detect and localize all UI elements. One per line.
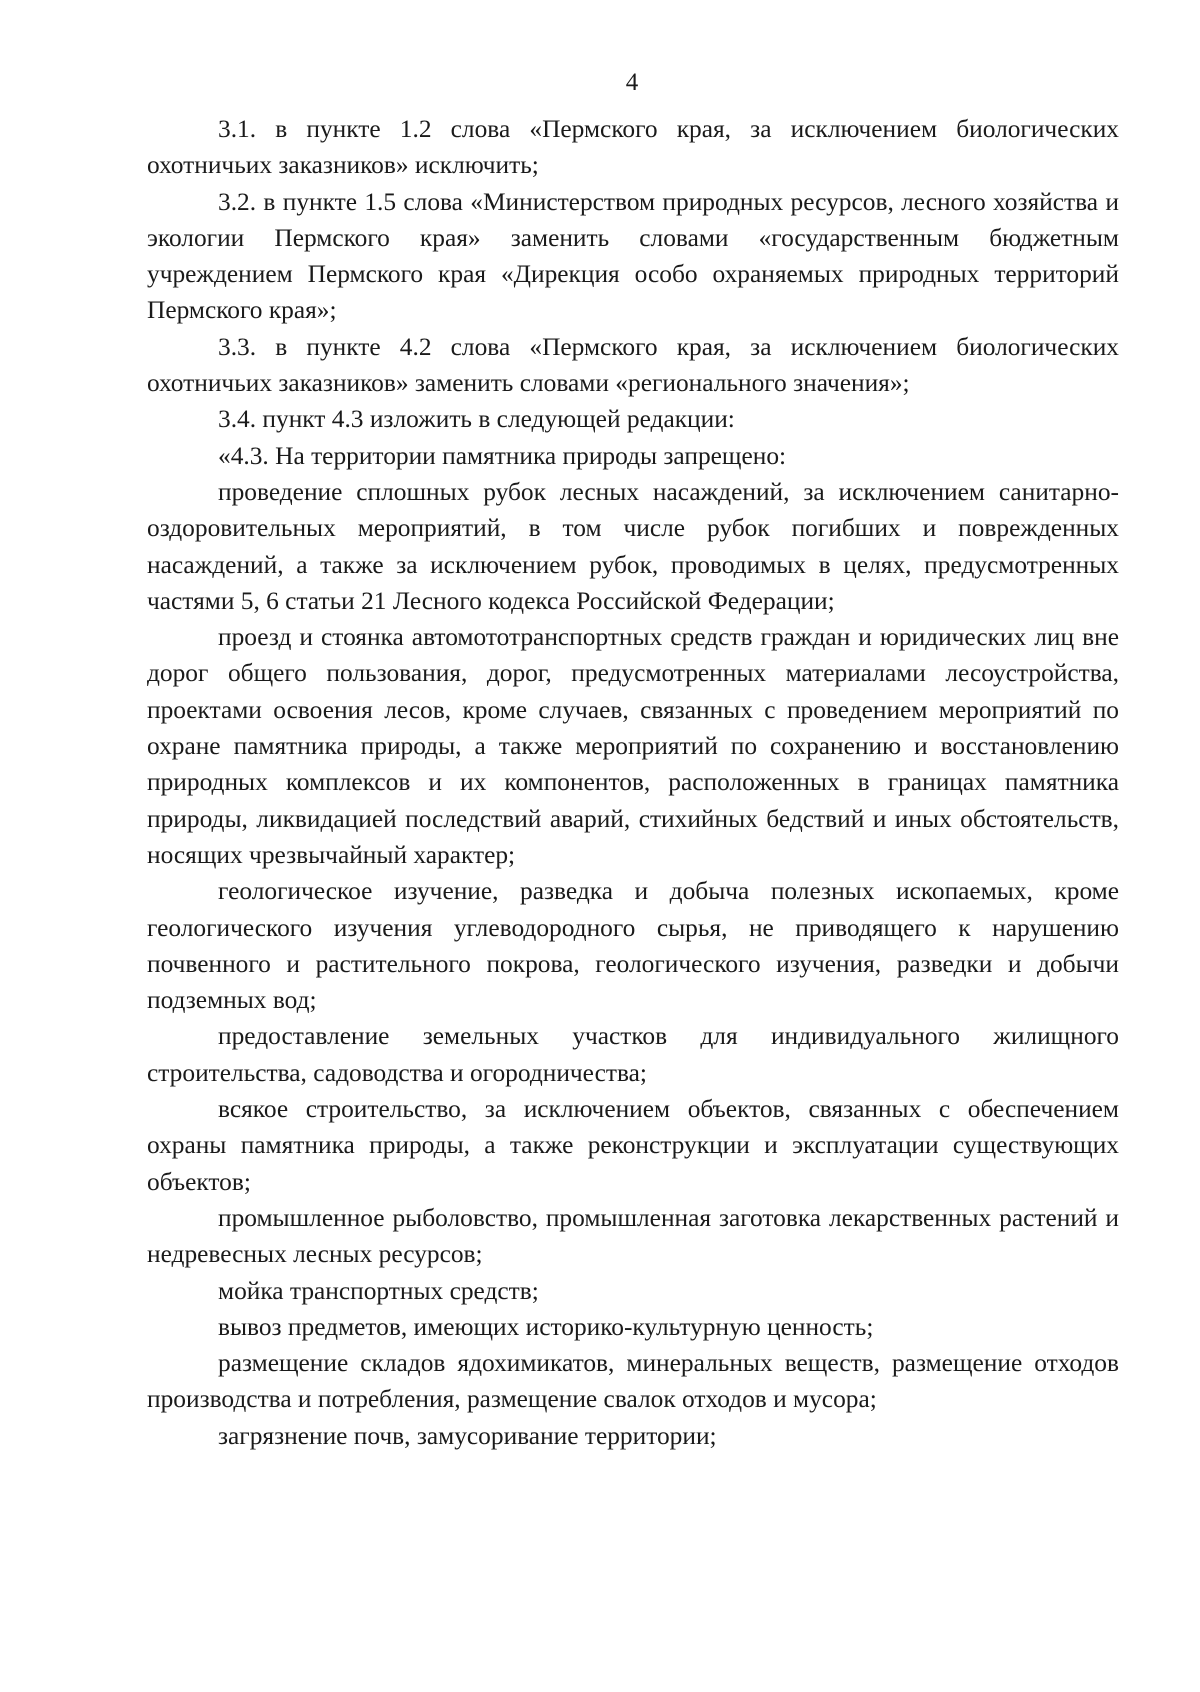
- paragraph-3-2: 3.2. в пункте 1.5 слова «Министерством природных ресурсов, лесного хозяйства и экологии Пермского края» заменить словами «государственным бюджетным учреждением Пермского края «Дирекция особо охраняемых природных территорий Пермского края»;: [147, 187, 1119, 325]
- paragraph-3-3: 3.3. в пункте 4.2 слова «Пермского края, за исключением биологических охотничьих заказников» заменить словами «регионального значения»;: [147, 332, 1119, 398]
- paragraph-3-1: 3.1. в пункте 1.2 слова «Пермского края, за исключением биологических охотничьих заказников» исключить;: [147, 115, 1119, 180]
- paragraph-soil-pollution: загрязнение почв, замусоривание территории;: [218, 1421, 717, 1450]
- paragraph-geological-survey: геологическое изучение, разведка и добыча полезных ископаемых, кроме геологического изучения углеводородного сырья, не приводящего к нарушению почвенного и растительного покрова, геологического изучения, разведки и добычи подземных вод;: [147, 877, 1119, 1015]
- paragraph-3-4: 3.4. пункт 4.3 изложить в следующей редакции:: [218, 405, 735, 434]
- page-number: 4: [625, 69, 639, 96]
- paragraph-industrial-fishing: промышленное рыболовство, промышленная заготовка лекарственных растений и недревесных лесных ресурсов;: [147, 1203, 1119, 1269]
- paragraph-construction: всякое строительство, за исключением объектов, связанных с обеспечением охраны памятника природы, а также реконструкции и эксплуатации существующих объектов;: [147, 1095, 1119, 1196]
- paragraph-clear-cutting: проведение сплошных рубок лесных насаждений, за исключением санитарно-оздоровительных мероприятий, в том числе рубок погибших и поврежденных насаждений, а также за исключением рубок, проводимых в целях, предусмотренных частями 5, 6 статьи 21 Лесного кодекса Российской Федерации;: [147, 477, 1119, 615]
- paragraph-chemical-storage: размещение складов ядохимикатов, минеральных веществ, размещение отходов производства и потребления, размещение свалок отходов и мусора;: [147, 1349, 1119, 1414]
- paragraph-cultural-export: вывоз предметов, имеющих историко-культурную ценность;: [218, 1312, 874, 1341]
- paragraph-land-allocation: предоставление земельных участков для индивидуального жилищного строительства, садоводства и огородничества;: [147, 1022, 1119, 1087]
- paragraph-4-3-heading: «4.3. На территории памятника природы запрещено:: [218, 441, 787, 470]
- paragraph-vehicle-access: проезд и стоянка автомототранспортных средств граждан и юридических лиц вне дорог общего пользования, дорог, предусмотренных материалами лесоустройства, проектами освоения лесов, кроме случаев, связанных с проведением мероприятий по охране памятника природы, а также мероприятий по сохранению и восстановлению природных комплексов и их компонентов, расположенных в границах памятника природы, ликвидацией последствий аварий, стихийных бедствий и иных обстоятельств, носящих чрезвычайный характер;: [147, 623, 1119, 869]
- document-body: [147, 111, 1119, 1454]
- paragraph-vehicle-washing: мойка транспортных средств;: [218, 1276, 539, 1305]
